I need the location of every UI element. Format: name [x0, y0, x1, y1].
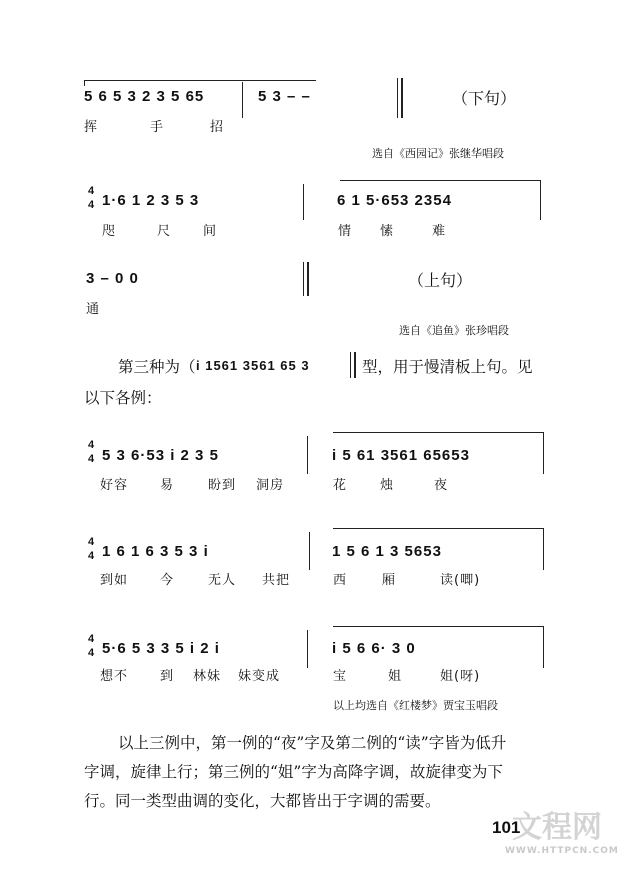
lyric: 易 — [160, 478, 175, 493]
source-note: 选自《西园记》张继华唱段 — [372, 147, 504, 160]
watermark-logo: 文程网 — [512, 810, 602, 845]
barline — [307, 630, 308, 668]
lyric: 厢 — [382, 573, 397, 588]
lyric: 妹变成 — [238, 669, 281, 684]
lyric: 林妹 — [193, 669, 222, 684]
barline — [397, 78, 398, 118]
lyric: 尺 — [157, 224, 172, 239]
double-barline — [354, 352, 356, 378]
double-barline — [401, 78, 403, 118]
melody-measure: i 5 6 6· 3 0 — [332, 640, 416, 657]
time-signature-bottom: 4 — [87, 453, 95, 465]
time-signature-bottom: 4 — [87, 199, 95, 211]
melody-measure: 1 6 1 6 3 5 3 i — [102, 543, 209, 560]
barline — [303, 184, 304, 220]
barline — [543, 528, 544, 570]
text-line: 以下各例： — [84, 389, 162, 407]
time-signature-top: 4 — [87, 439, 95, 451]
lyric: 通 — [86, 302, 101, 317]
lyric: 挥 — [84, 120, 99, 135]
lyric: 宝 — [333, 669, 348, 684]
barline — [543, 432, 544, 474]
double-barline — [307, 262, 309, 296]
lyric: 到如 — [100, 573, 129, 588]
lyric: 盼到 — [208, 478, 237, 493]
text-suffix: 型，用于慢清板上句。见 — [362, 358, 533, 376]
lyric: 夜 — [434, 478, 449, 493]
lyric: 到 — [160, 669, 175, 684]
source-note: 选自《追鱼》张珍唱段 — [399, 324, 509, 337]
lyric: 姐(呀) — [440, 669, 481, 684]
text-line: 行。同一类型曲调的变化，大都皆出于字调的需要。 — [84, 792, 441, 810]
bracket-line — [333, 626, 543, 627]
melody-measure: 5 3 – – — [258, 88, 311, 105]
watermark-url: WWW.HTTPCN.COM — [505, 846, 619, 856]
barline — [309, 532, 310, 570]
lyric: 洞房 — [256, 478, 285, 493]
lyric: 想不 — [100, 669, 129, 684]
formula: i 1561 3561 65 3 — [196, 358, 310, 373]
barline — [350, 352, 351, 378]
barline — [543, 626, 544, 668]
time-signature-top: 4 — [87, 185, 95, 197]
time-signature-top: 4 — [87, 536, 95, 548]
lyric: 招 — [210, 120, 225, 135]
lyric: 无人 — [208, 573, 237, 588]
bracket-line — [333, 528, 543, 529]
lyric: 西 — [333, 573, 348, 588]
melody-measure: 5 6 5 3 2 3 5 65 — [84, 88, 205, 105]
melody-measure: 5·6 5 3 3 5 i 2 i — [102, 640, 220, 657]
lyric: 愫 — [380, 224, 395, 239]
melody-measure: 1 5 6 1 3 5653 — [332, 543, 442, 560]
text-line: 以上三例中，第一例的“夜”字及第二例的“读”字皆为低升 — [118, 734, 507, 752]
melody-measure: 3 – 0 0 — [86, 270, 139, 287]
lyric: 间 — [203, 224, 218, 239]
bracket-line — [340, 180, 540, 181]
bracket-end — [84, 80, 85, 86]
lyric: 难 — [432, 224, 447, 239]
time-signature-bottom: 4 — [87, 647, 95, 659]
melody-measure: i 5 61 3561 65653 — [332, 447, 470, 464]
melody-measure: 5 3 6·53 i 2 3 5 — [102, 447, 219, 464]
barline — [540, 180, 541, 220]
melody-measure: 1·6 1 2 3 5 3 — [102, 192, 200, 209]
lyric: 读(唧) — [440, 573, 481, 588]
time-signature-top: 4 — [87, 633, 95, 645]
source-note: 以上均选自《红楼梦》贾宝玉唱段 — [333, 699, 498, 712]
lyric: 共把 — [262, 573, 291, 588]
page-number: 101 — [492, 818, 521, 837]
phrase-label: （上句） — [408, 271, 473, 290]
bracket-line — [84, 80, 316, 81]
text-line: 字调，旋律上行；第三例的“姐”字为高降字调，故旋律变为下 — [84, 763, 503, 781]
lyric: 今 — [160, 573, 175, 588]
phrase-label: （下句） — [452, 89, 517, 108]
lyric: 花 — [333, 478, 348, 493]
barline — [242, 82, 243, 118]
barline — [303, 262, 304, 296]
barline — [307, 436, 308, 474]
melody-measure: 6 1 5·653 2354 — [337, 192, 452, 209]
lyric: 好容 — [100, 478, 129, 493]
text-prefix: 第三种为（ — [118, 358, 196, 376]
lyric: 姐 — [388, 669, 403, 684]
lyric: 情 — [338, 224, 353, 239]
lyric: 手 — [150, 120, 165, 135]
lyric: 咫 — [102, 224, 117, 239]
bracket-line — [333, 432, 543, 433]
lyric: 烛 — [380, 478, 395, 493]
time-signature-bottom: 4 — [87, 550, 95, 562]
